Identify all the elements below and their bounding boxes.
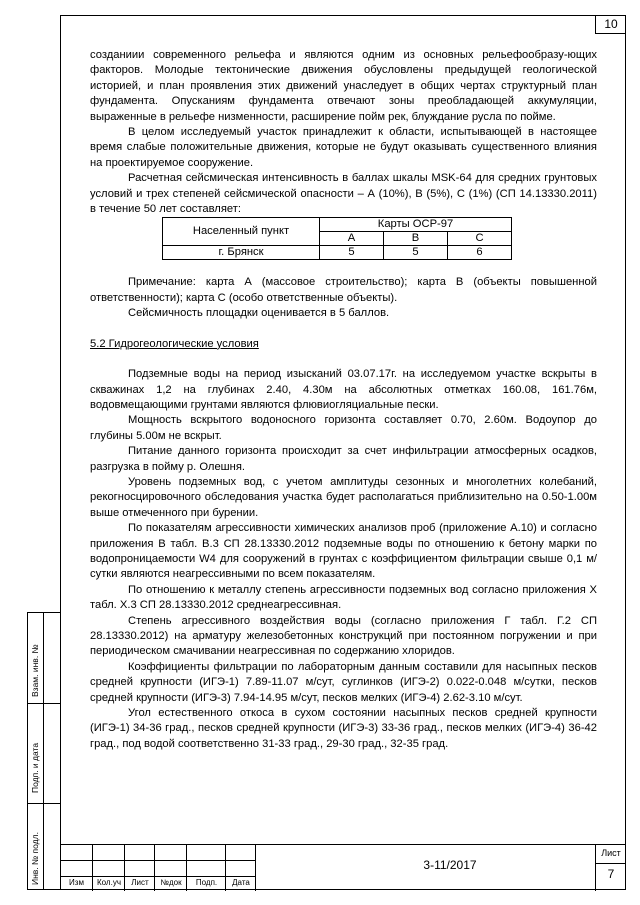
- section-title: 5.2 Гидрогеологические условия: [90, 337, 259, 350]
- tb-label-sheet: Лист: [131, 878, 149, 887]
- side-stamp-sign-date: Подп. и дата: [30, 742, 40, 793]
- tb-label-signature: Подп.: [195, 878, 218, 887]
- document-body: [90, 48, 597, 752]
- paragraph: Коэффициенты фильтрации по лабораторным данным составили для насыпных песков средней крупности (ИГЭ-1) 7.89-11.07 м/сут, суглинков (ИГЭ-2) 0.022-0.048 м/сутки, песков средней крупности (ИГЭ-3) 7.94-14.95 м/сут, песков мелких (ИГЭ-4) 2.62-3.10 м/сут.: [90, 660, 597, 704]
- table-header-settlement: Населенный пункт: [163, 218, 320, 246]
- table-subheader-a: А: [320, 232, 384, 246]
- page-number-top: 10: [595, 15, 626, 34]
- document-number: 3-11/2017: [423, 858, 477, 872]
- seismic-table: [162, 217, 512, 260]
- paragraph: Расчетная сейсмическая интенсивность в баллах шкалы MSK-64 для средних грунтовых условий и трех степеней сейсмической опасности – А (10%), В (5%), С (1%) (СП 14.13330.2011) в течение 50 лет составляет:: [90, 172, 597, 216]
- paragraph: Мощность вскрытого водоносного горизонта составляет 0.70, 2.60м. Водоупор до глубины 5.00м не вскрыт.: [90, 414, 597, 442]
- table-row-label: г. Брянск: [163, 246, 320, 260]
- paragraph: созданиии современного рельефа и являются одним из основных рельефообразу-ющих факторов. Молодые тектонические движения обусловлены предыдущей геологической историей, и план проявления этих движений унаследует в общих чертах структурный план фундамента. Опусканиям фундамента отвечают зоны преобладающей аккумуляции, выраженные в рельефе низменности, расширение пойм рек, блуждание русла по пойме.: [90, 49, 597, 123]
- paragraph: В целом исследуемый участок принадлежит к области, испытывающей в настоящее время слабые положительные движения, которые не будут оказывать существенного влияния на проектируемое сооружение.: [90, 126, 597, 169]
- side-stamp-replace-inv: Взам. инв. №: [30, 644, 40, 697]
- paragraph: По показателям агрессивности химических анализов проб (приложение А.10) и согласно приложения В табл. В.3 СП 28.13330.2012 подземные воды по отношению к бетону марки по водопроницаемости W4 для сооружений в грунтах с коэффициентом фильтрации свыше 0,1 м/сутки являются неагрессивными по всем показателям.: [90, 522, 597, 581]
- tb-label-change: Изм: [69, 878, 84, 887]
- table-cell: 6: [448, 246, 512, 260]
- table-subheader-c: С: [448, 232, 512, 246]
- paragraph: Питание данного горизонта происходит за счет инфильтрации атмосферных осадков, разгрузка в пойму р. Олешня.: [90, 445, 597, 473]
- sheet-label: Лист: [601, 848, 621, 858]
- tb-label-count: Кол.уч: [97, 878, 121, 887]
- side-stamp-block: [27, 612, 60, 890]
- note-paragraph: Примечание: карта А (массовое строительство); карта В (объекты повышенной ответственности); карта С (особо ответственные объекты).: [90, 276, 597, 304]
- table-header-maps: Карты ОСР-97: [320, 218, 512, 232]
- title-block: [60, 844, 626, 890]
- seismicity-paragraph: Сейсмичность площадки оценивается в 5 баллов.: [128, 307, 390, 320]
- table-cell: 5: [384, 246, 448, 260]
- tb-label-date: Дата: [232, 878, 250, 887]
- table-cell: 5: [320, 246, 384, 260]
- sheet-number: 7: [607, 867, 615, 881]
- table-subheader-b: В: [384, 232, 448, 246]
- paragraph: Угол естественного откоса в сухом состоянии насыпных песков средней крупности (ИГЭ-1) 34-36 град., песков средней крупности (ИГЭ-3) 33-36 град., песков мелких (ИГЭ-4) 36-42 град., под водой соответственно 31-33 град., 29-30 град., 32-35 град.: [90, 707, 597, 750]
- paragraph: Уровень подземных вод, с учетом амплитуды сезонных и многолетних колебаний, рекогносцировочного обследования участка будет располагаться приблизительно на 0.50-1.00м выше отмеченного при бурении.: [90, 475, 597, 519]
- tb-label-docnum: №док: [160, 878, 182, 887]
- side-stamp-inv-orig: Инв. № подл.: [30, 832, 40, 885]
- paragraph: По отношению к металлу степень агрессивности подземных вод согласно приложения Х табл. Х.3 СП 28.13330.2012 среднеагрессивная.: [90, 583, 597, 612]
- paragraph: Подземные воды на период изысканий 03.07.17г. на исследуемом участке вскрыты в скважинах 1,2 на глубинах 2.40, 4.30м на абсолютных отметках 160.08, 161.76м, водовмещающими грунтами являются флювиогляциальные пески.: [90, 368, 597, 411]
- paragraph: Степень агрессивного воздействия воды (согласно приложения Г табл. Г.2 СП 28.13330.2012) на арматуру железобетонных конструкций при постоянном погружении и при периодическом смачивании неагрессивная по содержанию хлоридов.: [90, 614, 597, 658]
